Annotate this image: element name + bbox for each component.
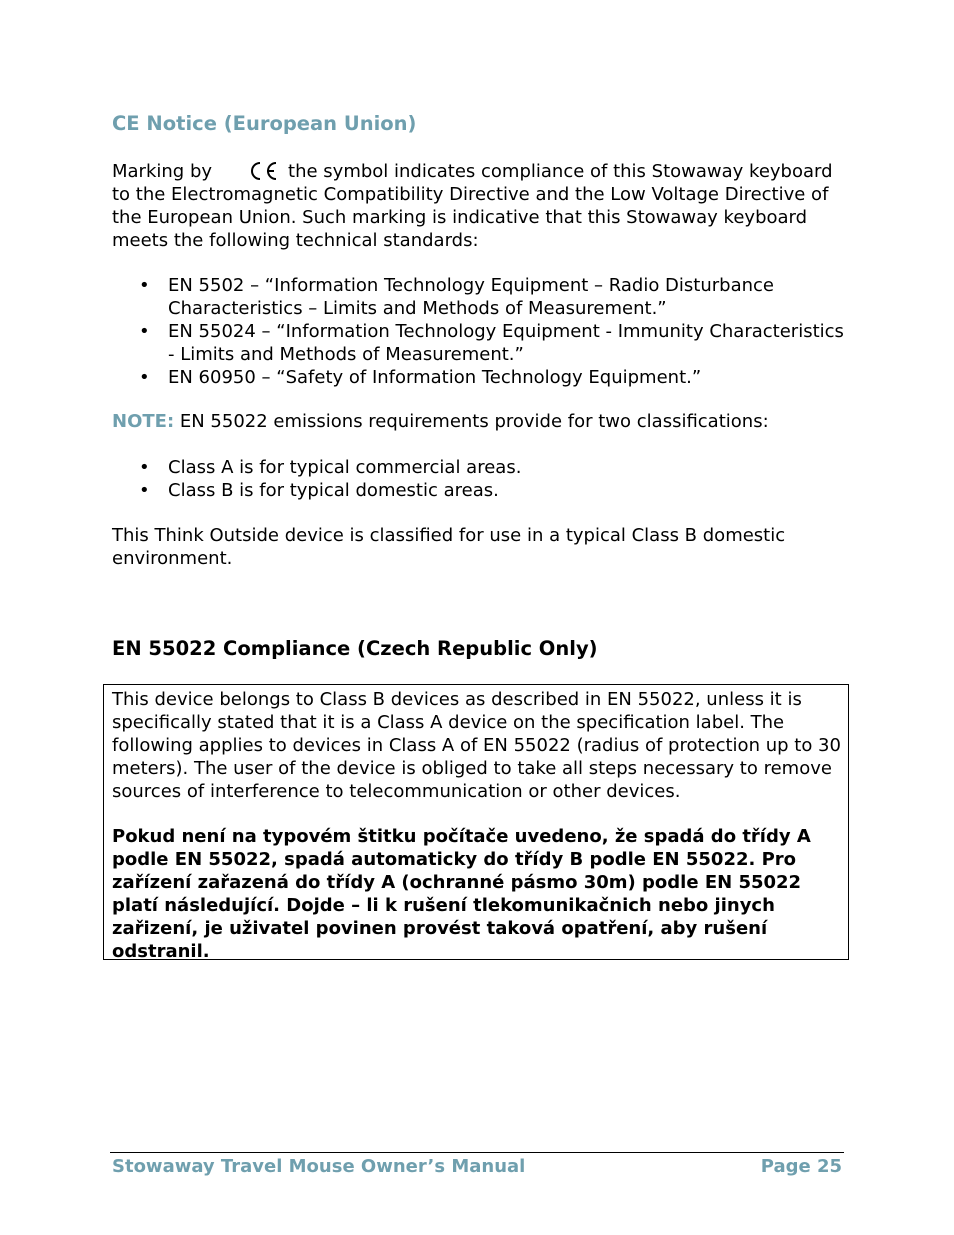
standard-text: EN 5502 – “Information Technology Equipment – Radio Disturbance Characteristics – Limits and Methods of Measurement.” [168,275,774,319]
marking-rest: keyboard to the Electromagnetic Compatibility Directive and the Low Voltage Directive of the European Union. Such marking is indicative that this Stowaway keyboard meets the following technical standards: [112,161,833,251]
standard-text: EN 55024 – “Information Technology Equipment - Immunity Characteristics - Limits and Methods of Measurement.” [168,321,844,365]
czech-notice-text: Pokud není na typovém štitku počítače uvedeno, že spadá do třídy A podle EN 55022, spadá automaticky do třídy B podle EN 55022. Pro zařízení zařazená do třídy A (ochranné pásmo 30m) podle EN 55022 platí následující. Dojde – li k rušení tlekomunikačnich nebo jinych zařizení, je uživatel povinen provést taková opatření, aby rušení odstranil. [112,826,811,962]
list-item: • Class B is for typical domestic areas. [139,480,499,501]
footer-page-number: Page 25 [760,1156,842,1177]
classification-paragraph: This Think Outside device is classified for use in a typical Class B domestic environment. [112,525,786,569]
standard-text: EN 60950 – “Safety of Information Technology Equipment.” [168,367,702,388]
list-item: • EN 60950 – “Safety of Information Technology Equipment.” [139,367,702,388]
ce-notice-heading: CE Notice (European Union) [112,112,417,135]
ce-mark-icon [212,160,288,183]
marking-rest-line1: the symbol indicates compliance of this Stowaway [288,161,744,182]
ce-marking-paragraph [112,160,852,252]
standards-list [112,274,852,389]
list-item: • EN 5502 – “Information Technology Equipment – Radio Disturbance Characteristics – Limits and Methods of Measurement.” [139,275,774,319]
czech-compliance-heading: EN 55022 Compliance (Czech Republic Only) [112,637,598,660]
class-text: Class A is for typical commercial areas. [168,457,522,478]
class-text: Class B is for typical domestic areas. [168,480,499,501]
footer-manual-title: Stowaway Travel Mouse Owner’s Manual [112,1156,526,1177]
czech-compliance-box [103,684,849,960]
marking-prefix: Marking by [112,161,213,182]
note-label: NOTE: [112,411,175,432]
list-item: • Class A is for typical commercial areas. [139,457,522,478]
list-item: • EN 55024 – “Information Technology Equipment - Immunity Characteristics - Limits and Methods of Measurement.” [139,321,844,365]
footer-divider [110,1152,844,1153]
english-notice-text: This device belongs to Class B devices as described in EN 55022, unless it is specifically stated that it is a Class A device on the specification label. The following applies to devices in Class A of EN 55022 (radius of protection up to 30 meters). The user of the device is obliged to take all steps necessary to remove sources of interference to telecommunication or other devices. [112,689,841,802]
classes-list [112,456,852,502]
note-text: EN 55022 emissions requirements provide for two classifications: [174,411,769,432]
note-paragraph [112,410,852,433]
